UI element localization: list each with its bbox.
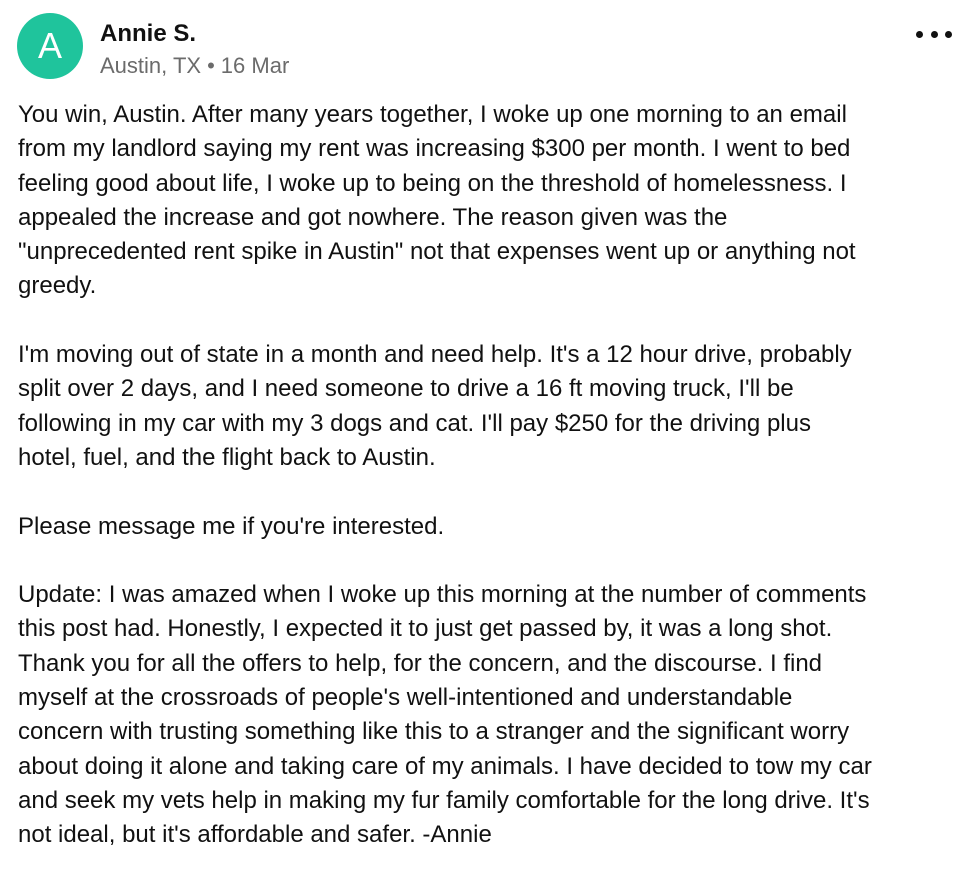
author-location: Austin, TX (100, 53, 202, 78)
author-meta (100, 19, 289, 80)
post-header (17, 13, 289, 80)
post-paragraph: I'm moving out of state in a month and need help. It's a 12 hour drive, probably split over 2 days, and I need someone to drive a 16 ft moving truck, I'll be following in my car with my 3 dogs and cat. I'll pay $250 for the driving plus hotel, fuel, and the flight back to Austin. (18, 341, 852, 471)
post-body (18, 98, 938, 853)
more-horizontal-icon (916, 31, 923, 38)
more-horizontal-icon (931, 31, 938, 38)
post-paragraph: Please message me if you're interested. (18, 512, 445, 540)
author-name[interactable]: Annie S. (100, 20, 197, 47)
post-paragraph: You win, Austin. After many years together, I woke up one morning to an email from my landlord saying my rent was increasing $300 per month. I went to bed feeling good about life, I woke up to being on the threshold of homelessness. I appealed the increase and got nowhere. The reason given was the "unprecedented rent spike in Austin" not that expenses went up or anything not greedy. (18, 101, 856, 300)
avatar[interactable]: A (17, 13, 83, 79)
more-horizontal-icon (945, 31, 952, 38)
post-subline (100, 52, 289, 80)
separator-dot: • (207, 53, 215, 78)
more-options-button[interactable] (916, 22, 952, 46)
post-paragraph: Update: I was amazed when I woke up this morning at the number of comments this post had. Honestly, I expected it to just get passed by, it was a long shot. Thank you for all the offers to help, for the concern, and the discourse. I find myself at the crossroads of people's well-intentioned and understandable concern with trusting something like this to a stranger and the significant worry about doing it alone and taking care of my animals. I have decided to tow my car and seek my vets help in making my fur family comfortable for the long drive. It's not ideal, but it's affordable and safer. -Annie (18, 581, 872, 849)
post-date[interactable]: 16 Mar (220, 53, 290, 78)
